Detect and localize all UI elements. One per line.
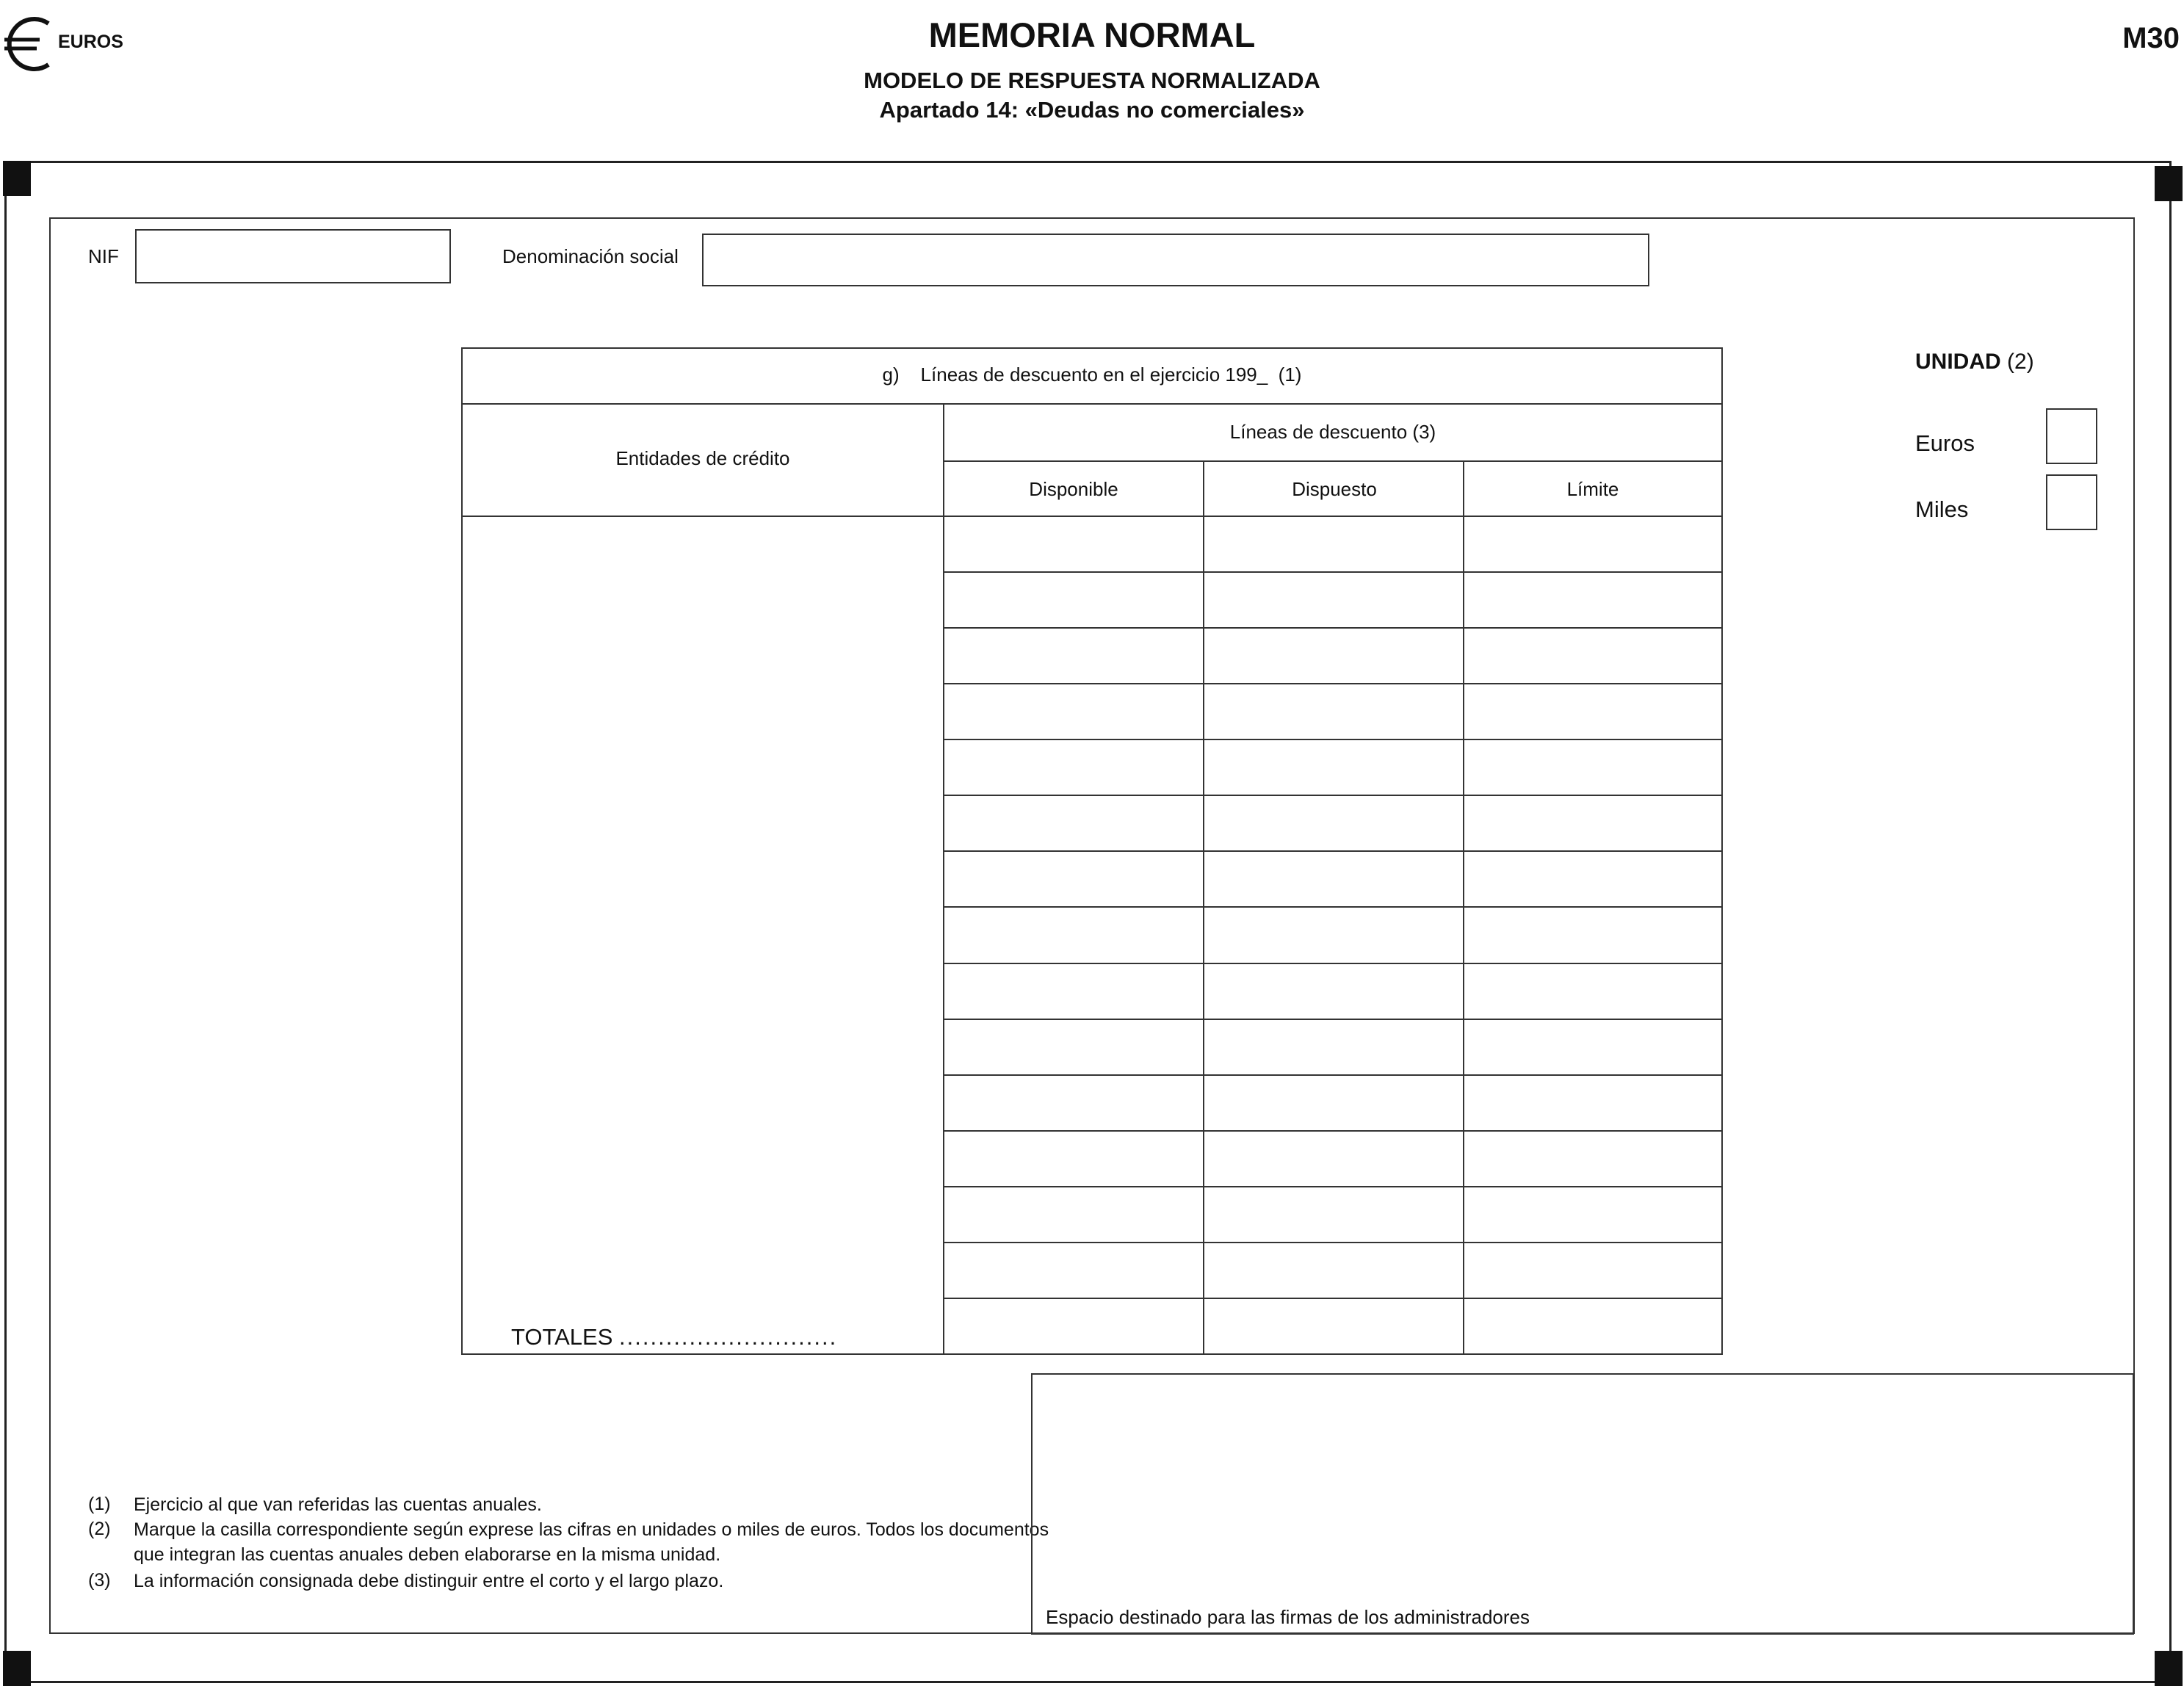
table-cell[interactable] [1467,1133,1718,1183]
table-row-divider [944,1130,1721,1132]
table-cell[interactable] [947,1021,1201,1071]
currency-label: EUROS [58,32,123,52]
unit-title-text: UNIDAD [1915,350,2001,374]
table-cell[interactable] [947,798,1201,847]
table-title-divider [463,403,1721,405]
table-cell[interactable] [947,966,1201,1016]
table-cell[interactable] [1207,1245,1461,1295]
entities-column-divider [943,403,944,1353]
column-header-dispuesto: Dispuesto [1292,478,1377,500]
unit-option-euros-label: Euros [1915,430,1975,456]
model-code: M30 [2122,22,2180,54]
column-header-limite: Límite [1566,478,1619,500]
column-group-header: Líneas de descuento (3) [1229,421,1436,443]
section-title: Apartado 14: «Deudas no comerciales» [879,97,1305,123]
totals-text: TOTALES [511,1324,613,1350]
table-cell[interactable] [947,853,1201,903]
table-cell[interactable] [1467,1077,1718,1127]
table-row-divider [944,683,1721,684]
table-row-divider [944,850,1721,852]
table-cell[interactable] [1207,853,1461,903]
registration-mark-bottom-left [3,1651,31,1686]
footnote-2-text: Marque la casilla correspondiente según exprese las cifras en unidades o miles de euros. Todos los documentos que integran las cuentas anuales deben elaborarse en la misma unidad. [134,1519,1049,1565]
table-cell[interactable] [1467,1021,1718,1071]
table-cell[interactable] [1207,966,1461,1016]
registration-mark-top-left [3,161,31,196]
footnote-3-number: (3) [88,1570,111,1591]
nif-field[interactable] [135,229,451,283]
unit-title [1915,350,2034,375]
table-cell[interactable] [1207,742,1461,792]
unit-title-ref: (2) [2007,350,2034,374]
unit-option-miles-label: Miles [1915,496,1969,522]
page-subtitle: MODELO DE RESPUESTA NORMALIZADA [864,68,1320,93]
table-title: g) Líneas de descuento en el ejercicio 199_ (1) [882,364,1302,386]
table-cell[interactable] [1467,742,1718,792]
table-cell[interactable] [947,1077,1201,1127]
table-row-divider [944,627,1721,629]
table-cell[interactable] [1207,909,1461,959]
table-cell[interactable] [1467,966,1718,1016]
table-cell[interactable] [947,909,1201,959]
table-row-divider [944,1242,1721,1243]
table-row-divider [944,1074,1721,1076]
table-cell[interactable] [1207,1077,1461,1127]
signature-label: Espacio destinado para las firmas de los administradores [1046,1606,1530,1628]
table-cell[interactable] [947,574,1201,624]
totals-cell[interactable] [1207,1301,1461,1350]
unit-option-miles-checkbox[interactable] [2046,474,2097,530]
table-cell[interactable] [1467,518,1718,568]
table-row-divider [944,906,1721,908]
table-row-divider [944,571,1721,573]
table-row-divider [944,963,1721,964]
table-cell[interactable] [947,1245,1201,1295]
table-cell[interactable] [1207,574,1461,624]
table-cell[interactable] [1467,853,1718,903]
nif-label: NIF [88,245,119,267]
table-cell[interactable] [947,630,1201,680]
totals-label [511,1324,837,1350]
page-title: MEMORIA NORMAL [928,15,1256,54]
column-header-entities: Entidades de crédito [615,447,790,469]
table-cell[interactable] [1207,686,1461,736]
table-cell[interactable] [1467,574,1718,624]
registration-mark-top-right [2155,166,2183,201]
column-header-disponible: Disponible [1029,478,1118,500]
footnote-1-number: (1) [88,1494,111,1514]
table-cell[interactable] [1207,518,1461,568]
table-cell[interactable] [1467,630,1718,680]
company-name-label: Denominación social [502,245,679,267]
table-cell[interactable] [1467,798,1718,847]
table-cell[interactable] [1467,686,1718,736]
table-row-divider [944,795,1721,796]
table-cell[interactable] [947,742,1201,792]
footnote-1-text: Ejercicio al que van referidas las cuentas anuales. [134,1494,542,1515]
footnote-3-text: La información consignada debe distinguir entre el corto y el largo plazo. [134,1571,724,1591]
totals-dot-leader: ............................ [619,1324,838,1350]
signature-area[interactable] [1031,1373,2134,1635]
table-cell[interactable] [1207,630,1461,680]
table-row-divider [944,1186,1721,1187]
table-cell[interactable] [947,686,1201,736]
table-row-divider [944,739,1721,740]
table-cell[interactable] [1207,1189,1461,1239]
totals-cell[interactable] [1467,1301,1718,1350]
registration-mark-bottom-right [2155,1651,2183,1686]
footnote-2-number: (2) [88,1519,111,1539]
table-cell[interactable] [1207,1133,1461,1183]
table-cell[interactable] [947,1133,1201,1183]
totals-cell[interactable] [947,1301,1201,1350]
table-row-divider [944,1298,1721,1299]
company-name-field[interactable] [702,234,1649,286]
discount-lines-table [461,347,1723,1355]
group-header-divider [944,460,1721,462]
table-cell[interactable] [947,1189,1201,1239]
table-cell[interactable] [1467,1189,1718,1239]
table-cell[interactable] [1207,1021,1461,1071]
table-cell[interactable] [1207,798,1461,847]
header-bottom-divider [463,516,1721,517]
unit-option-euros-checkbox[interactable] [2046,408,2097,464]
table-cell[interactable] [1467,1245,1718,1295]
table-cell[interactable] [1467,909,1718,959]
table-cell[interactable] [947,518,1201,568]
table-row-divider [944,1019,1721,1020]
